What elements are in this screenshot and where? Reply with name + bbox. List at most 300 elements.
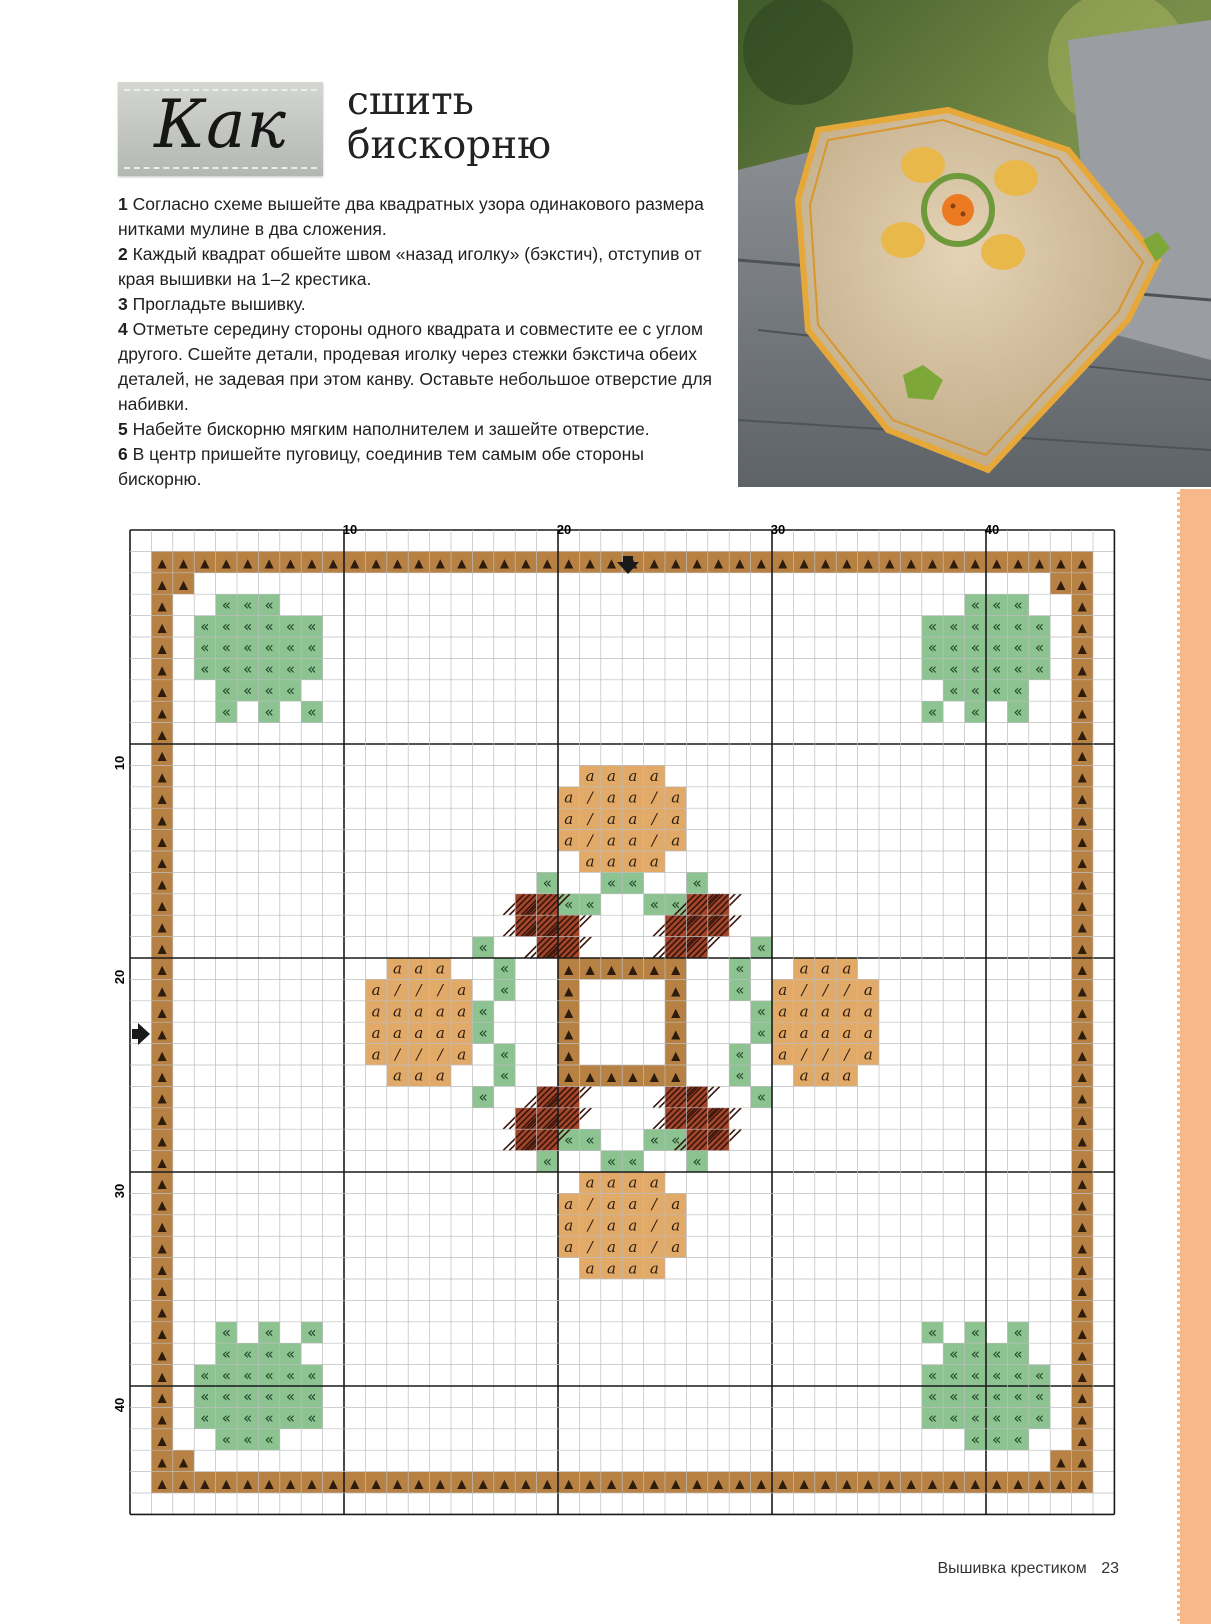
stitch-cell: [772, 1022, 793, 1043]
stitch-cell: [579, 830, 600, 851]
stitch-cell: [451, 1022, 472, 1043]
svg-text:«: «: [285, 1344, 296, 1363]
stitch-cell: [216, 701, 237, 722]
svg-text:▲: ▲: [1056, 1476, 1066, 1491]
step-text: Прогладьте вышивку.: [132, 294, 306, 314]
stitch-cell: [151, 787, 172, 808]
stitch-cell: [472, 551, 493, 572]
svg-text:▲: ▲: [906, 556, 916, 571]
svg-text:«: «: [649, 1130, 659, 1149]
stitch-cell: [258, 1407, 279, 1428]
stitch-cell: [986, 1365, 1007, 1386]
svg-text:▲: ▲: [927, 1476, 938, 1491]
svg-text:a: a: [799, 1002, 809, 1021]
svg-text:▲: ▲: [157, 898, 167, 913]
svg-text:«: «: [243, 1366, 253, 1385]
svg-text:a: a: [671, 1216, 681, 1235]
stitch-cell: [986, 1472, 1007, 1493]
svg-text:/: /: [651, 831, 657, 850]
stitch-cell: [280, 658, 301, 679]
stitch-cell: [1072, 1429, 1093, 1450]
stitch-cell: [494, 958, 515, 979]
stitch-cell: [665, 1065, 686, 1086]
stitch-cell: [258, 1386, 279, 1407]
svg-text:«: «: [221, 1387, 231, 1406]
svg-text:«: «: [1013, 681, 1023, 700]
stitch-cell: [430, 1044, 451, 1065]
svg-text:/: /: [651, 1195, 657, 1214]
stitch-cell: [1072, 1258, 1093, 1279]
stitch-cell: [323, 1472, 344, 1493]
svg-text:«: «: [949, 638, 959, 657]
ribbon-stitch-bottom: [124, 167, 317, 169]
svg-text:a: a: [371, 1023, 381, 1042]
stitch-cell: [194, 637, 215, 658]
stitch-cell: [237, 1386, 258, 1407]
stitch-cell: [751, 937, 772, 958]
stitch-cell: [451, 1044, 472, 1065]
stitch-cell: [537, 1151, 558, 1172]
svg-text:«: «: [285, 681, 296, 700]
svg-text:«: «: [499, 1045, 510, 1064]
stitch-cell: [258, 1322, 279, 1343]
svg-text:▲: ▲: [1077, 1176, 1087, 1191]
svg-text:«: «: [992, 1409, 1002, 1428]
svg-text:▲: ▲: [692, 1476, 702, 1491]
step-number: 6: [118, 444, 128, 464]
left-tick-30: 30: [112, 1183, 127, 1199]
svg-text:▲: ▲: [1077, 1155, 1087, 1170]
stitch-cell: [986, 594, 1007, 615]
svg-text:▲: ▲: [499, 556, 510, 571]
stitch-cell: [922, 1472, 943, 1493]
stitch-cell: [151, 1108, 172, 1129]
stitch-cell: [943, 616, 964, 637]
svg-text:▲: ▲: [1013, 556, 1023, 571]
stitch-cell: [665, 958, 686, 979]
stitch-cell: [665, 1215, 686, 1236]
svg-text:▲: ▲: [1077, 1133, 1087, 1148]
svg-text:a: a: [649, 1173, 659, 1192]
svg-text:▲: ▲: [713, 556, 724, 571]
stitch-cell: [280, 1407, 301, 1428]
svg-text:▲: ▲: [1077, 770, 1087, 785]
svg-text:▲: ▲: [178, 1476, 189, 1491]
stitch-cell: [622, 1193, 643, 1214]
stitch-cell: [1029, 1365, 1050, 1386]
svg-text:a: a: [393, 1023, 402, 1042]
svg-text:«: «: [927, 1323, 938, 1342]
svg-text:▲: ▲: [628, 962, 638, 977]
stitch-cell: [1029, 551, 1050, 572]
stitch-cell: [729, 958, 750, 979]
stitch-cell: [1072, 915, 1093, 936]
svg-text:a: a: [649, 767, 659, 786]
svg-text:«: «: [970, 638, 980, 657]
stitch-cell: [430, 551, 451, 572]
svg-text:a: a: [435, 1023, 445, 1042]
title-line-1: сшить: [347, 79, 474, 124]
svg-text:▲: ▲: [842, 556, 852, 571]
stitch-cell: [558, 1193, 579, 1214]
stitch-cell: [216, 1365, 237, 1386]
stitch-cell: [280, 637, 301, 658]
svg-text:▲: ▲: [285, 556, 296, 571]
stitch-cell: [1007, 1472, 1028, 1493]
stitch-cell: [237, 1429, 258, 1450]
stitch-cell: [1072, 658, 1093, 679]
stitch-cell: [216, 551, 237, 572]
svg-text:▲: ▲: [457, 1476, 467, 1491]
svg-text:«: «: [243, 660, 253, 679]
svg-text:«: «: [756, 1088, 766, 1107]
svg-text:/: /: [844, 1045, 850, 1064]
stitch-cell: [151, 1450, 172, 1471]
stitch-cell: [665, 1236, 686, 1257]
stitch-cell: [943, 1407, 964, 1428]
stitch-cell: [301, 1472, 322, 1493]
svg-text:▲: ▲: [157, 1433, 167, 1448]
stitch-cell: [1007, 551, 1028, 572]
svg-text:▲: ▲: [157, 812, 167, 827]
stitch-cell: [237, 680, 258, 701]
svg-text:«: «: [200, 1409, 210, 1428]
left-tick-40: 40: [112, 1397, 127, 1413]
stitch-cell: [601, 787, 622, 808]
svg-text:▲: ▲: [1077, 1005, 1087, 1020]
stitch-cell: [793, 1001, 814, 1022]
svg-text:«: «: [1034, 1366, 1045, 1385]
stitch-cell: [793, 1022, 814, 1043]
stitch-cell: [558, 1472, 579, 1493]
stitch-cell: [151, 723, 172, 744]
stitch-cell: [216, 1343, 237, 1364]
stitch-cell: [622, 1258, 643, 1279]
svg-text:a: a: [607, 788, 616, 807]
svg-text:▲: ▲: [157, 1026, 167, 1041]
svg-text:▲: ▲: [157, 577, 167, 592]
svg-text:▲: ▲: [157, 1091, 167, 1106]
svg-text:▲: ▲: [606, 556, 617, 571]
svg-text:▲: ▲: [1077, 1412, 1087, 1427]
svg-text:/: /: [437, 1045, 443, 1064]
svg-text:«: «: [285, 1387, 296, 1406]
stitch-cell: [451, 1001, 472, 1022]
svg-text:a: a: [607, 831, 616, 850]
stitch-cell: [965, 701, 986, 722]
stitch-cell: [1072, 1022, 1093, 1043]
svg-text:«: «: [221, 1430, 231, 1449]
svg-text:/: /: [587, 1195, 593, 1214]
svg-text:▲: ▲: [649, 1069, 659, 1084]
stitch-cell: [601, 1258, 622, 1279]
step-text: Отметьте середину стороны одного квадрата и совместите ее с углом другого. Сшейте детали, продевая иголку через стежки бэкстича обеих деталей, не задевая при этом канву. Оставьте небольшое отверстие для набивки.: [118, 319, 713, 414]
stitch-cell: [1072, 894, 1093, 915]
footer-page-number: 23: [1101, 1560, 1119, 1577]
svg-text:a: a: [628, 831, 638, 850]
stitch-cell: [151, 1365, 172, 1386]
stitch-cell: [1072, 680, 1093, 701]
stitch-cell: [408, 958, 429, 979]
svg-text:«: «: [307, 638, 317, 657]
stitch-cell: [1072, 723, 1093, 744]
svg-text:«: «: [1034, 638, 1045, 657]
svg-text:a: a: [371, 1045, 381, 1064]
stitch-cell: [451, 1472, 472, 1493]
stitch-cell: [237, 658, 258, 679]
stitch-cell: [151, 1343, 172, 1364]
stitch-cell: [601, 872, 622, 893]
stitch-cell: [344, 1472, 365, 1493]
svg-text:▲: ▲: [328, 556, 338, 571]
svg-text:«: «: [970, 617, 980, 636]
svg-text:/: /: [822, 1045, 829, 1064]
svg-text:«: «: [927, 702, 938, 721]
cross-stitch-chart: [110, 522, 1130, 1547]
stitch-cell: [194, 1365, 215, 1386]
stitch-cell: [151, 658, 172, 679]
stitch-cell: [558, 1236, 579, 1257]
stitch-cell: [1072, 1365, 1093, 1386]
svg-text:«: «: [1034, 1409, 1045, 1428]
stitch-cell: [430, 979, 451, 1000]
stitch-cell: [665, 979, 686, 1000]
stitch-cell: [579, 1065, 600, 1086]
stitch-cell: [151, 915, 172, 936]
stitch-cell: [644, 787, 665, 808]
stitch-cell: [922, 637, 943, 658]
stitch-cell: [858, 551, 879, 572]
svg-text:▲: ▲: [350, 556, 360, 571]
svg-text:▲: ▲: [157, 941, 167, 956]
svg-text:a: a: [371, 1002, 381, 1021]
svg-text:«: «: [221, 1323, 231, 1342]
svg-text:▲: ▲: [885, 556, 895, 571]
stitch-cell: [194, 1386, 215, 1407]
svg-text:«: «: [1013, 1366, 1023, 1385]
stitch-cell: [986, 637, 1007, 658]
stitch-cell: [494, 979, 515, 1000]
step-number: 5: [118, 419, 128, 439]
stitch-cell: [151, 1001, 172, 1022]
stitch-cell: [1072, 1151, 1093, 1172]
stitch-cell: [965, 1365, 986, 1386]
svg-text:«: «: [264, 617, 274, 636]
stitch-cell: [815, 1065, 836, 1086]
stitch-cell: [237, 1343, 258, 1364]
stitch-cell: [258, 616, 279, 637]
stitch-cell: [793, 979, 814, 1000]
stitch-cell: [151, 851, 172, 872]
svg-text:▲: ▲: [157, 1198, 167, 1213]
svg-text:▲: ▲: [692, 556, 702, 571]
stitch-cell: [793, 958, 814, 979]
svg-text:▲: ▲: [157, 1412, 167, 1427]
svg-text:▲: ▲: [1077, 898, 1087, 913]
svg-text:a: a: [628, 788, 638, 807]
svg-text:▲: ▲: [157, 1390, 167, 1405]
left-tick-10: 10: [112, 755, 127, 771]
stitch-cell: [751, 1472, 772, 1493]
stitch-cell: [601, 1215, 622, 1236]
svg-text:a: a: [671, 1195, 681, 1214]
stitch-cell: [965, 594, 986, 615]
svg-text:«: «: [264, 595, 274, 614]
svg-text:«: «: [499, 981, 510, 1000]
stitch-cell: [622, 1065, 643, 1086]
svg-text:/: /: [394, 1045, 401, 1064]
svg-text:▲: ▲: [585, 1069, 595, 1084]
step-text: Набейте бискорню мягким наполнителем и зашейте отверстие.: [132, 419, 650, 439]
svg-text:▲: ▲: [564, 1005, 574, 1020]
svg-text:▲: ▲: [671, 1026, 681, 1041]
svg-text:▲: ▲: [906, 1476, 916, 1491]
stitch-cell: [836, 1472, 857, 1493]
footer-section: Вышивка крестиком: [937, 1560, 1087, 1577]
svg-text:▲: ▲: [735, 1476, 745, 1491]
stitch-cell: [1029, 658, 1050, 679]
stitch-cell: [194, 1407, 215, 1428]
svg-text:▲: ▲: [1077, 1026, 1087, 1041]
svg-text:a: a: [457, 1002, 467, 1021]
stitch-cell: [1029, 616, 1050, 637]
svg-text:▲: ▲: [628, 1476, 638, 1491]
stitch-cell: [579, 1236, 600, 1257]
stitch-cell: [258, 1429, 279, 1450]
stitch-cell: [1007, 1322, 1028, 1343]
stitch-cell: [900, 551, 921, 572]
stitch-cell: [644, 894, 665, 915]
svg-text:«: «: [1013, 702, 1023, 721]
svg-text:▲: ▲: [1077, 663, 1087, 678]
stitch-cell: [644, 958, 665, 979]
stitch-cell: [729, 1065, 750, 1086]
svg-text:▲: ▲: [1077, 598, 1087, 613]
svg-text:a: a: [585, 852, 595, 871]
svg-text:«: «: [756, 1002, 766, 1021]
svg-text:▲: ▲: [756, 1476, 766, 1491]
stitch-cell: [151, 1215, 172, 1236]
svg-text:▲: ▲: [157, 1476, 167, 1491]
svg-text:▲: ▲: [992, 556, 1002, 571]
stitch-cell: [258, 1365, 279, 1386]
svg-text:a: a: [628, 1173, 638, 1192]
svg-text:«: «: [949, 681, 959, 700]
stitch-cell: [258, 658, 279, 679]
stitch-cell: [858, 1472, 879, 1493]
svg-text:▲: ▲: [671, 1476, 681, 1491]
svg-text:«: «: [992, 595, 1002, 614]
page-footer: [927, 1560, 1119, 1578]
stitch-cell: [365, 551, 386, 572]
svg-text:«: «: [264, 1387, 274, 1406]
svg-text:«: «: [221, 1366, 231, 1385]
svg-text:«: «: [221, 702, 231, 721]
svg-text:«: «: [970, 660, 980, 679]
stitch-cell: [151, 637, 172, 658]
stitch-cell: [216, 1472, 237, 1493]
stitch-cell: [151, 680, 172, 701]
svg-text:«: «: [264, 638, 274, 657]
stitch-cell: [258, 637, 279, 658]
svg-text:/: /: [587, 831, 593, 850]
svg-text:/: /: [587, 809, 593, 828]
svg-text:a: a: [564, 1195, 574, 1214]
stitch-cell: [858, 1001, 879, 1022]
stitch-cell: [1072, 744, 1093, 765]
stitch-cell: [258, 594, 279, 615]
stitch-cell: [1072, 1172, 1093, 1193]
stitch-cell: [151, 1236, 172, 1257]
stitch-cell: [1050, 1472, 1071, 1493]
svg-text:▲: ▲: [885, 1476, 895, 1491]
svg-text:▲: ▲: [564, 1026, 574, 1041]
svg-text:/: /: [801, 981, 807, 1000]
svg-text:«: «: [735, 959, 745, 978]
stitch-cell: [280, 616, 301, 637]
svg-text:▲: ▲: [1077, 1198, 1087, 1213]
stitch-cell: [943, 1472, 964, 1493]
stitch-cell: [579, 851, 600, 872]
stitch-cell: [751, 1022, 772, 1043]
stitch-cell: [151, 573, 172, 594]
stitch-cell: [622, 872, 643, 893]
stitch-cell: [922, 616, 943, 637]
stitch-cell: [558, 1215, 579, 1236]
stitch-cell: [686, 551, 707, 572]
stitch-cell: [323, 551, 344, 572]
svg-text:a: a: [435, 959, 445, 978]
stitch-cell: [1072, 1343, 1093, 1364]
svg-text:/: /: [822, 981, 829, 1000]
step-number: 4: [118, 319, 128, 339]
stitch-cell: [151, 958, 172, 979]
svg-text:▲: ▲: [606, 1069, 617, 1084]
stitch-cell: [301, 701, 322, 722]
stitch-cell: [216, 680, 237, 701]
svg-text:«: «: [949, 660, 959, 679]
stitch-cell: [1072, 979, 1093, 1000]
stitch-cell: [173, 1450, 194, 1471]
svg-text:▲: ▲: [1056, 1454, 1066, 1469]
stitch-cell: [879, 551, 900, 572]
svg-text:«: «: [264, 1409, 274, 1428]
svg-text:▲: ▲: [1077, 748, 1087, 763]
svg-text:«: «: [564, 1130, 574, 1149]
stitch-cell: [151, 872, 172, 893]
svg-text:▲: ▲: [756, 556, 766, 571]
svg-text:▲: ▲: [820, 1476, 831, 1491]
svg-text:«: «: [221, 617, 231, 636]
stitch-cell: [1029, 1407, 1050, 1428]
svg-text:▲: ▲: [157, 1176, 167, 1191]
stitch-cell: [815, 1472, 836, 1493]
stitch-cell: [558, 830, 579, 851]
stitch-cell: [280, 680, 301, 701]
stitch-cell: [579, 1215, 600, 1236]
stitch-cell: [943, 1386, 964, 1407]
svg-text:«: «: [243, 1387, 253, 1406]
stitch-cell: [644, 1258, 665, 1279]
svg-text:▲: ▲: [457, 556, 467, 571]
svg-text:▲: ▲: [178, 1454, 189, 1469]
stitch-cell: [644, 1172, 665, 1193]
stitch-cell: [815, 551, 836, 572]
svg-text:«: «: [264, 1366, 274, 1385]
stitch-cell: [151, 1065, 172, 1086]
svg-text:a: a: [414, 959, 424, 978]
svg-text:/: /: [416, 1045, 422, 1064]
